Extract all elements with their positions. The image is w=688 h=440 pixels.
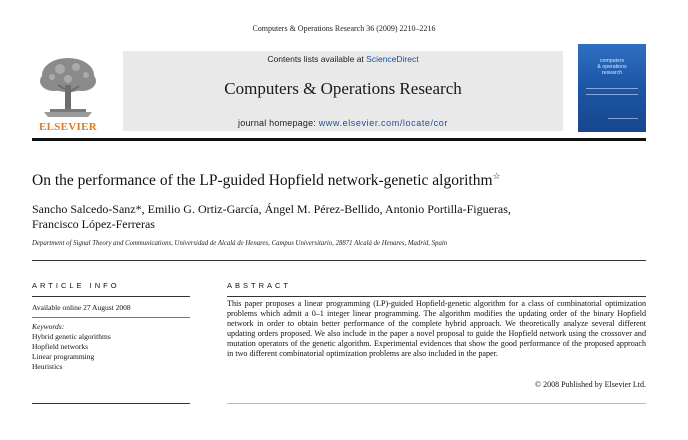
sciencedirect-link[interactable]: ScienceDirect bbox=[366, 54, 419, 64]
keyword-item: Hopfield networks bbox=[32, 342, 89, 351]
article-info-separator bbox=[32, 317, 190, 318]
affiliation-divider bbox=[32, 260, 646, 261]
keywords-label: Keywords: bbox=[32, 322, 65, 331]
cover-title-line-3: research bbox=[601, 70, 623, 76]
header-divider bbox=[32, 138, 646, 141]
keyword-item: Hybrid genetic algorithms bbox=[32, 332, 111, 341]
copyright-notice: © 2008 Published by Elsevier Ltd. bbox=[535, 380, 646, 389]
cover-decoration bbox=[586, 88, 638, 89]
journal-banner bbox=[123, 51, 563, 131]
keyword-item: Heuristics bbox=[32, 362, 63, 371]
author-list bbox=[32, 202, 632, 232]
authors-line-2: Francisco López-Ferreras bbox=[32, 217, 155, 231]
elsevier-logo bbox=[32, 55, 104, 133]
cover-title-line-2: & operations bbox=[597, 64, 627, 70]
journal-cover-thumbnail bbox=[578, 44, 646, 132]
abstract-text: This paper proposes a linear programming (LP)-guided Hopfield-genetic algorithm for a class of combinatorial optimization problems which admit a 0–1 integer linear programming. The algorithm modifies the updating order of the binary Hopfield network in order to obtain better performance of the complete hybrid approach. We theoretically analyze several different updating orders proposed. We also include in the paper a novel proposal to guide the Hopfield network using the crossover and mutation operators of the genetic algorithm. Experimental evidences that show the good performance of the proposed approach in two different combinatorial optimization problems are also included in the paper. bbox=[227, 299, 646, 358]
abstract-bottom-rule bbox=[227, 403, 646, 404]
article-title bbox=[32, 171, 501, 190]
title-footnote-mark[interactable]: ☆ bbox=[492, 171, 501, 181]
contents-line bbox=[123, 54, 563, 64]
available-online: Available online 27 August 2008 bbox=[32, 303, 131, 312]
elsevier-tree-icon bbox=[32, 55, 104, 119]
article-info-bottom-rule bbox=[32, 403, 190, 404]
homepage-prefix: journal homepage: bbox=[238, 118, 319, 128]
journal-citation: Computers & Operations Research 36 (2009) 2210–2216 bbox=[252, 24, 436, 33]
cover-decoration bbox=[608, 118, 638, 119]
article-info-rule bbox=[32, 296, 190, 297]
affiliation: Department of Signal Theory and Communications, Universidad de Alcalá de Henares, Campus Universitario, 28871 Alcalá de Henares, Madrid, Spain bbox=[32, 240, 448, 247]
journal-title: Computers & Operations Research bbox=[224, 79, 462, 98]
abstract-heading: ABSTRACT bbox=[227, 281, 292, 290]
contents-prefix: Contents lists available at bbox=[267, 54, 367, 64]
homepage-link[interactable]: www.elsevier.com/locate/cor bbox=[318, 118, 448, 128]
cover-decoration bbox=[586, 94, 638, 95]
elsevier-wordmark: ELSEVIER bbox=[38, 121, 98, 133]
article-title-text: On the performance of the LP-guided Hopfield network-genetic algorithm bbox=[32, 172, 493, 189]
authors-line-1: Sancho Salcedo-Sanz*, Emilio G. Ortiz-García, Ángel M. Pérez-Bellido, Antonio Portilla-Figueras, bbox=[32, 202, 511, 216]
keyword-item: Linear programming bbox=[32, 352, 95, 361]
cover-title bbox=[584, 58, 640, 76]
abstract-rule bbox=[227, 296, 646, 297]
cover-title-line-1: computers bbox=[599, 58, 625, 64]
journal-homepage bbox=[123, 118, 563, 128]
article-info-heading: ARTICLE INFO bbox=[32, 281, 120, 290]
